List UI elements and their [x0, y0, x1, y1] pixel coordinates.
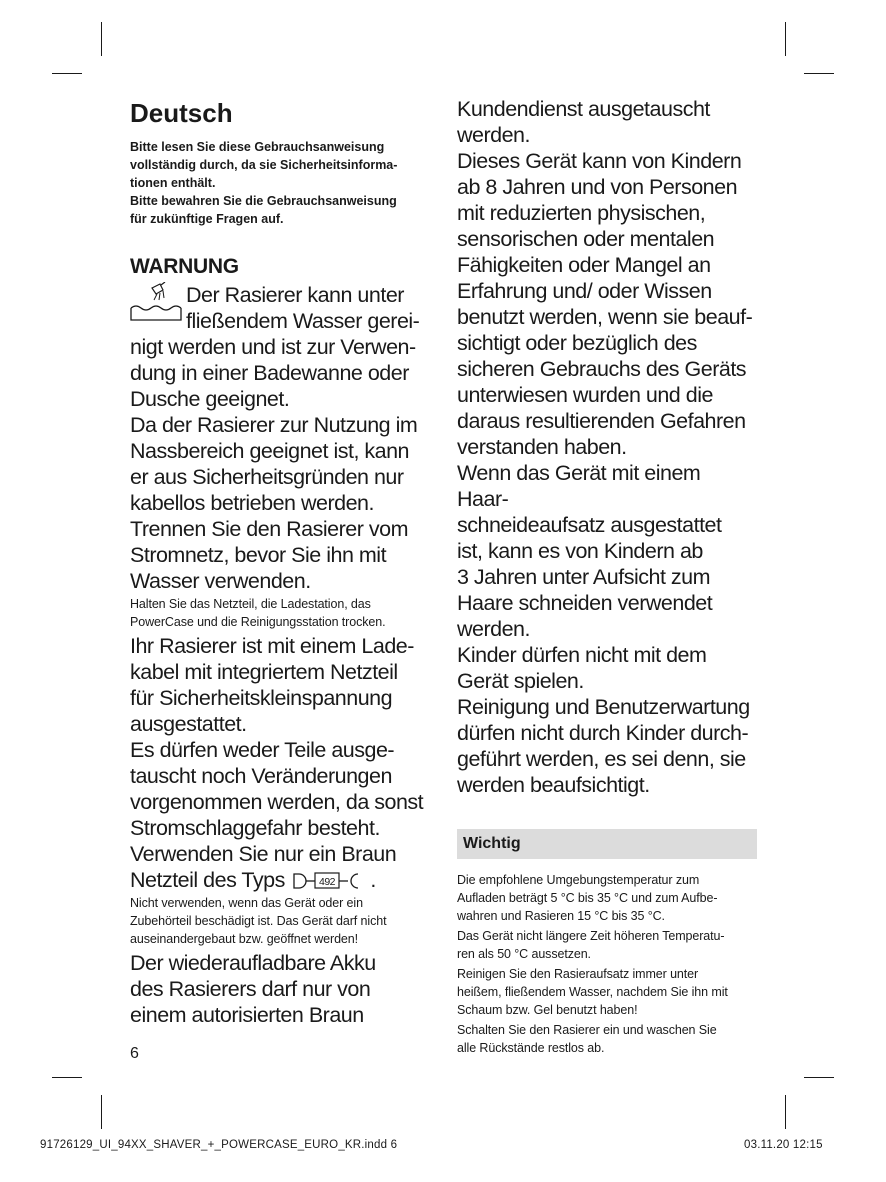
text-line: ausgestattet.	[130, 712, 247, 736]
text-line: Gerät spielen.	[457, 669, 584, 693]
text-line: Aufladen beträgt 5 °C bis 35 °C und zum Aufbe-	[457, 891, 718, 905]
text-line: er aus Sicherheitsgründen nur	[130, 465, 404, 489]
footer-file-name: 91726129_UI_94XX_SHAVER_+_POWERCASE_EURO_KR.indd 6	[40, 1139, 398, 1151]
right-paragraphs	[457, 96, 757, 798]
text-line: Reinigen Sie den Rasieraufsatz immer unter	[457, 967, 699, 981]
paragraph	[457, 642, 757, 694]
text-line: fließendem Wasser gerei-	[186, 309, 420, 333]
important-paragraphs	[457, 871, 757, 1057]
text-line: werden beaufsichtigt.	[457, 773, 650, 797]
text-line: sicheren Gebrauchs des Geräts	[457, 357, 747, 381]
text-line: 3 Jahren unter Aufsicht zum	[457, 565, 711, 589]
warning-first-paragraph	[130, 282, 430, 334]
warning-heading: WARNUNG	[130, 255, 239, 278]
crop-mark-bottom-right-horizontal	[804, 1077, 834, 1078]
text-line: einem autorisierten Braun	[130, 1003, 364, 1027]
text-line: Wasser verwenden.	[130, 569, 311, 593]
text-line: Der wiederaufladbare Akku	[130, 951, 376, 975]
paragraph	[130, 950, 430, 1028]
important-box	[457, 829, 757, 859]
crop-mark-bottom-left-horizontal	[52, 1077, 82, 1078]
paragraph	[130, 412, 430, 516]
text-line: Die empfohlene Umgebungstemperatur zum	[457, 873, 700, 887]
paragraph	[130, 633, 430, 737]
text-line: kabellos betrieben werden.	[130, 491, 374, 515]
crop-mark-top-left-vertical	[101, 22, 102, 56]
text-line: Haare schneiden verwendet	[457, 591, 713, 615]
section-heading: Deutsch	[130, 98, 233, 128]
small-paragraph	[457, 927, 757, 963]
text-line: Kundendienst ausgetauscht	[457, 97, 710, 121]
paragraph	[457, 148, 757, 460]
text-line: unterwiesen wurden und die	[457, 383, 713, 407]
right-column	[457, 96, 757, 1059]
text-line: Schaum bzw. Gel benutzt haben!	[457, 1003, 638, 1017]
text-line: sensorischen oder mentalen	[457, 227, 715, 251]
text-line: wahren und Rasieren 15 °C bis 35 °C.	[457, 909, 665, 923]
text-line: Dusche geeignet.	[130, 387, 290, 411]
footer-date: 03.11.20 12:15	[744, 1139, 823, 1151]
text-line: Trennen Sie den Rasierer vom	[130, 517, 408, 541]
text-line: werden.	[457, 617, 530, 641]
intro-line: Bitte bewahren Sie die Gebrauchsanweisung	[130, 194, 397, 208]
text-line: ab 8 Jahren und von Personen	[457, 175, 738, 199]
left-paragraphs-2	[130, 894, 430, 1028]
paragraph	[457, 96, 757, 148]
text-line: des Rasierers darf nur von	[130, 977, 371, 1001]
crop-mark-bottom-right-vertical	[785, 1095, 786, 1129]
text-line: daraus resultierenden Gefahren	[457, 409, 746, 433]
intro-line: vollständig durch, da sie Sicherheitsinforma-	[130, 158, 398, 172]
text-line: Zubehörteil beschädigt ist. Das Gerät darf nicht	[130, 914, 387, 928]
intro-text	[130, 138, 430, 228]
crop-mark-top-right-vertical	[785, 22, 786, 56]
power-supply-type-icon	[290, 871, 370, 891]
paragraph	[130, 516, 430, 594]
paragraph	[130, 334, 430, 412]
text-line: Ihr Rasierer ist mit einem Lade-	[130, 634, 414, 658]
crop-mark-top-right-horizontal	[804, 73, 834, 74]
text-line: heißem, fließendem Wasser, nachdem Sie ihn mit	[457, 985, 728, 999]
text-line: Wenn das Gerät mit einem Haar-	[457, 461, 701, 511]
left-paragraphs	[130, 334, 430, 841]
intro-line: tionen enthält.	[130, 176, 216, 190]
text-line: werden.	[457, 123, 530, 147]
page-number: 6	[130, 1045, 139, 1062]
netzteil-line-2	[130, 867, 430, 893]
small-paragraph	[130, 894, 430, 948]
text-line: tauscht noch Veränderungen	[130, 764, 392, 788]
text-line: sichtigt oder bezüglich des	[457, 331, 697, 355]
paragraph	[130, 737, 430, 841]
text-line: Das Gerät nicht längere Zeit höheren Temperatu-	[457, 929, 725, 943]
paragraph	[457, 460, 757, 642]
text-line: vorgenommen werden, da sonst	[130, 790, 424, 814]
text-line: Nassbereich geeignet ist, kann	[130, 439, 410, 463]
small-paragraph	[457, 871, 757, 925]
netzteil-text: Netzteil des Typs	[130, 868, 285, 892]
text-line: Dieses Gerät kann von Kindern	[457, 149, 742, 173]
text-line: Da der Rasierer zur Nutzung im	[130, 413, 418, 437]
text-line: Stromnetz, bevor Sie ihn mit	[130, 543, 387, 567]
text-line: Nicht verwenden, wenn das Gerät oder ein	[130, 896, 363, 910]
crop-mark-top-left-horizontal	[52, 73, 82, 74]
left-column	[130, 95, 430, 1028]
important-heading: Wichtig	[463, 835, 521, 852]
power-supply-type-code: 492	[319, 876, 336, 888]
small-paragraph	[457, 1021, 757, 1057]
text-line: Es dürfen weder Teile ausge-	[130, 738, 395, 762]
netzteil-line-1: Verwenden Sie nur ein Braun	[130, 842, 397, 866]
text-line: Kinder dürfen nicht mit dem	[457, 643, 707, 667]
text-line: kabel mit integriertem Netzteil	[130, 660, 398, 684]
text-line: ist, kann es von Kindern ab	[457, 539, 703, 563]
text-line: mit reduzierten physischen,	[457, 201, 706, 225]
text-line: Reinigung und Benutzerwartung	[457, 695, 750, 719]
text-line: Stromschlaggefahr besteht.	[130, 816, 380, 840]
netzteil-end: .	[370, 868, 376, 892]
text-line: ren als 50 °C aussetzen.	[457, 947, 591, 961]
text-line: nigt werden und ist zur Verwen-	[130, 335, 416, 359]
intro-line: Bitte lesen Sie diese Gebrauchsanweisung	[130, 140, 385, 154]
text-line: Halten Sie das Netzteil, die Ladestation, das	[130, 597, 371, 611]
small-paragraph	[457, 965, 757, 1019]
text-line: schneideaufsatz ausgestattet	[457, 513, 722, 537]
text-line: PowerCase und die Reinigungsstation trocken.	[130, 615, 386, 629]
text-line: dürfen nicht durch Kinder durch-	[457, 721, 749, 745]
text-line: Schalten Sie den Rasierer ein und waschen Sie	[457, 1023, 717, 1037]
text-line: verstanden haben.	[457, 435, 627, 459]
crop-mark-bottom-left-vertical	[101, 1095, 102, 1129]
small-paragraph	[130, 595, 430, 631]
text-line: dung in einer Badewanne oder	[130, 361, 409, 385]
text-line: geführt werden, es sei denn, sie	[457, 747, 746, 771]
text-line: Der Rasierer kann unter	[186, 283, 404, 307]
text-line: auseinandergebaut bzw. geöffnet werden!	[130, 932, 358, 946]
intro-line: für zukünftige Fragen auf.	[130, 212, 284, 226]
text-line: Erfahrung und/ oder Wissen	[457, 279, 712, 303]
text-line: für Sicherheitskleinspannung	[130, 686, 393, 710]
shower-wash-icon	[130, 282, 182, 324]
text-line: alle Rückstände restlos ab.	[457, 1041, 605, 1055]
text-line: Fähigkeiten oder Mangel an	[457, 253, 711, 277]
text-line: benutzt werden, wenn sie beauf-	[457, 305, 753, 329]
paragraph	[457, 694, 757, 798]
